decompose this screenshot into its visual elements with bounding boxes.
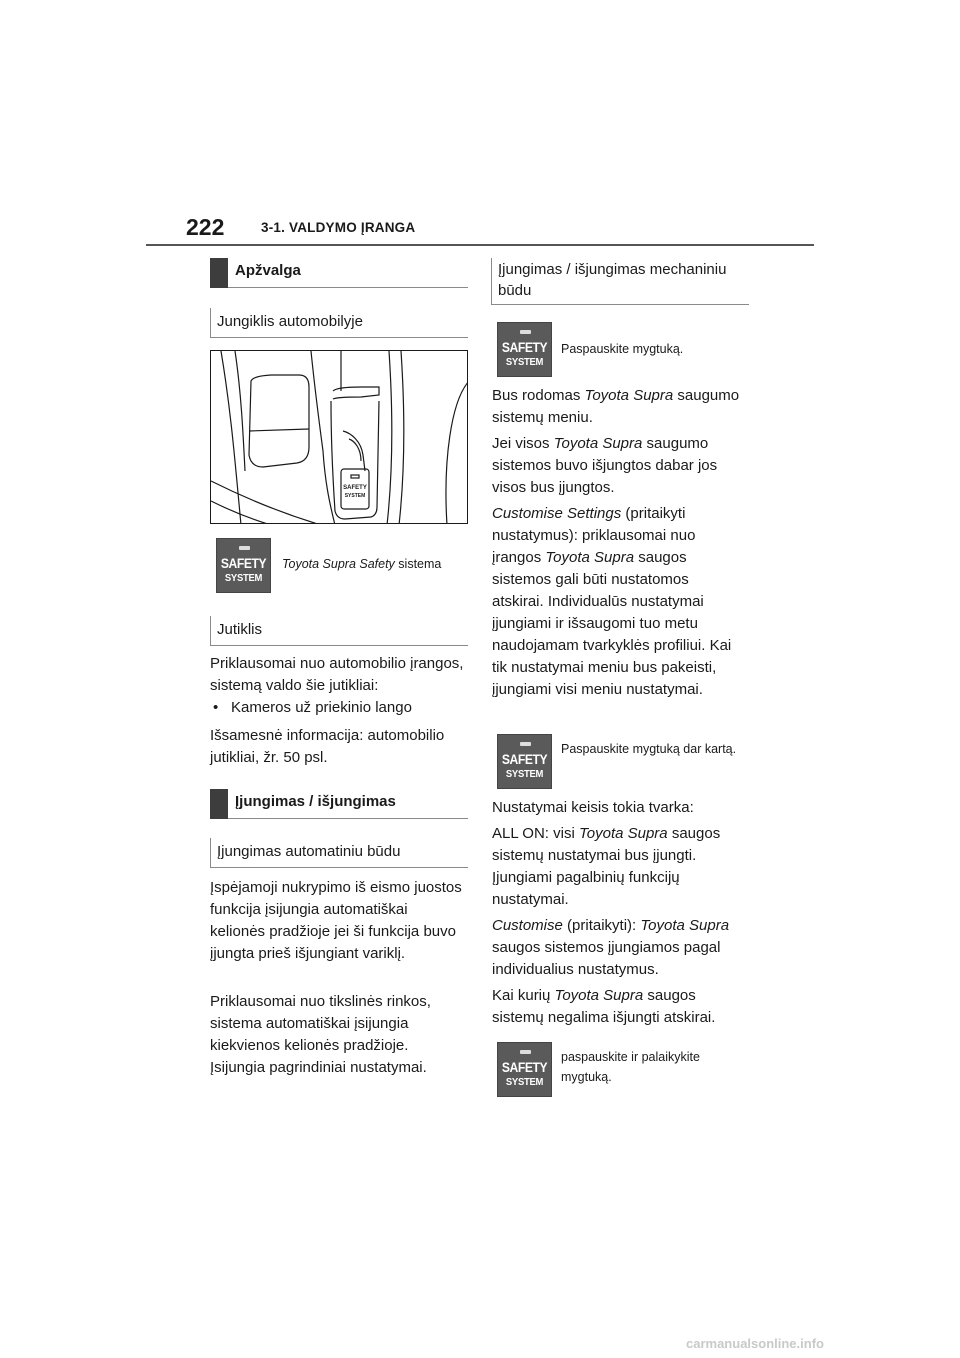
safety-system-button-icon xyxy=(216,538,271,593)
subheading-sensor: Jutiklis xyxy=(210,616,468,646)
safety-system-button-icon xyxy=(497,322,552,377)
bullet-mark: • xyxy=(213,699,219,716)
indicator-light xyxy=(520,1050,531,1054)
header-divider xyxy=(146,244,814,246)
section-heading-text: Įjungimas / išjungimas xyxy=(235,793,396,810)
press-hold-caption: paspauskite ir palaikykite mygtuką. xyxy=(561,1050,700,1084)
watermark: carmanualsonline.info xyxy=(686,1336,824,1351)
all-off-paragraph: Jei visos Toyota Supra saugumo sistemos buvo išjungtos dabar jos visos bus įjungtos. xyxy=(492,435,718,496)
customise-paragraph: Customise (pritaikyti): Toyota Supra saugos sistemos įjungiamos pagal individualius nustatymus. xyxy=(492,917,730,978)
indicator-light xyxy=(520,742,531,746)
button-label-safety: SAFETY xyxy=(501,340,548,355)
button-label-system: SYSTEM xyxy=(505,1076,544,1088)
heading-marker xyxy=(210,789,228,819)
section-heading-overview xyxy=(210,258,468,288)
press-again-caption: Paspauskite mygtuką dar kartą. xyxy=(561,742,737,756)
all-on-paragraph: ALL ON: visi Toyota Supra saugos sistemų nustatymai bus įjungti. Įjungiami pagalbinių funkcijų nustatymai. xyxy=(492,825,721,908)
sensor-bullet xyxy=(210,697,470,719)
button-label-system: SYSTEM xyxy=(505,768,544,780)
auto-paragraph-1: Įspėjamoji nukrypimo iš eismo juostos funkcija įsijungia automatiškai kelionės pradžioje jei ši funkcija buvo įjungta prieš išjungiant variklį. xyxy=(210,879,462,962)
button-label-safety: SAFETY xyxy=(220,556,267,571)
indicator-light xyxy=(520,330,531,334)
bullet-text: Kameros už priekinio lango xyxy=(231,699,412,716)
console-illustration xyxy=(210,350,468,524)
more-info-paragraph: Išsamesnė informacija: automobilio jutikliai, žr. 50 psl. xyxy=(210,727,445,766)
customise-settings-paragraph: Customise Settings (pritaikyti nustatymus): priklausomai nuo įrangos Toyota Supra saugos sistemos gali būti nustatomos atskirai. Individualūs nustatymai įjungiami ir išsaugomi tuo metu naudojamam tvarkyklės profiliui. Kai tik nustatymai meniu bus pakeisti, įjungiami visi meniu nustatymai. xyxy=(492,505,732,698)
sensor-paragraph: Priklausomai nuo automobilio įrangos, sistemą valdo šie jutikliai: xyxy=(210,655,464,694)
subheading-auto: Įjungimas automatiniu būdu xyxy=(210,838,468,868)
subheading-manual: Įjungimas / išjungimas mechaniniu būdu xyxy=(491,258,749,305)
safety-system-button-icon xyxy=(497,734,552,789)
illustration-button-line1: SAFETY xyxy=(343,485,367,491)
button-label-system: SYSTEM xyxy=(224,572,263,584)
button-label-system: SYSTEM xyxy=(505,356,544,368)
subheading-switch: Jungiklis automobilyje xyxy=(210,308,468,338)
indicator-light xyxy=(239,546,250,550)
press-caption: Paspauskite mygtuką. xyxy=(561,342,684,356)
button-label-safety: SAFETY xyxy=(501,1060,548,1075)
caption-rest: sistema xyxy=(394,557,442,571)
menu-paragraph: Bus rodomas Toyota Supra saugumo sistemų meniu. xyxy=(492,387,740,426)
button-label-safety: SAFETY xyxy=(501,752,548,767)
page-number: 222 xyxy=(186,214,225,240)
section-heading-onoff xyxy=(210,789,468,819)
chapter-title: 3-1. VALDYMO ĮRANGA xyxy=(261,220,416,235)
heading-marker xyxy=(210,258,228,288)
safety-system-button-icon xyxy=(497,1042,552,1097)
caption-italic: Toyota Supra Safety xyxy=(282,557,395,571)
button-caption xyxy=(282,554,441,574)
order-paragraph: Nustatymai keisis tokia tvarka: xyxy=(492,799,694,816)
cannot-off-paragraph: Kai kurių Toyota Supra saugos sistemų negalima išjungti atskirai. xyxy=(492,987,716,1026)
section-heading-text: Apžvalga xyxy=(235,262,301,279)
auto-paragraph-2: Priklausomai nuo tikslinės rinkos, sistema automatiškai įsijungia kiekvienos kelionės pradžioje. Įsijungia pagrindiniai nustatymai. xyxy=(210,993,431,1076)
console-drawing xyxy=(211,351,468,524)
illustration-button-line2: SYSTEM xyxy=(344,493,366,499)
